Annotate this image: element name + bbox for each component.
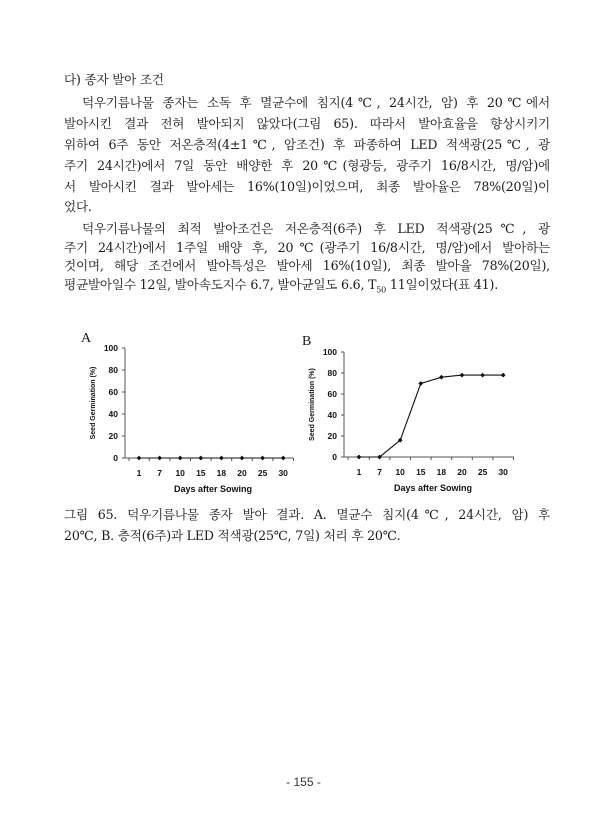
panel-label-a: A [81,331,92,346]
y-tick-label: 40 [108,409,118,419]
y-tick-label: 20 [327,431,337,441]
t50-subscript: 50 [376,285,387,295]
x-tick-label: 20 [237,468,247,478]
x-tick-label: 18 [436,467,447,477]
x-tick-label: 30 [278,468,288,478]
x-tick-label: 20 [457,467,467,477]
section-heading: 다) 종자 발아 조건 [64,72,164,87]
x-tick-label: 10 [395,467,405,477]
x-tick-label: 25 [257,468,268,478]
x-tick-label: 1 [136,468,142,478]
paragraph2-line: 것이며, 해당 조건에서 발아특성은 발아세 16%(10일), 최종 발아율 78%(20일), [64,258,550,273]
x-tick-label: 7 [377,467,382,477]
paragraph1-line: 발아시킨 결과 전혀 발아되지 않았다(그림 65). 따라서 발아효율을 향상시키기 [64,116,550,131]
x-axis-label: Days after Sowing [393,483,473,493]
figure-caption-line: 그림 65. 덕우기름나물 종자 발아 결과. A. 멸균수 침지(4℃, 24시간, 암) 후 [64,507,550,522]
page-number: - 155 - [286,775,321,789]
x-tick-label: 30 [498,467,508,477]
paragraph2-line: 주기 24시간)에서 1주일 배양 후, 20℃(광주기 16/8시간, 명/암)에서 발아하는 [64,240,550,255]
y-tick-label: 20 [108,431,118,441]
y-tick-label: 60 [108,387,118,397]
data-point-marker [418,381,423,386]
x-tick-label: 1 [356,467,362,477]
y-tick-label: 80 [108,365,118,375]
y-axis-label: Seed Germination (%) [309,368,316,441]
y-tick-label: 0 [332,452,337,462]
paragraph2-last-text: 평균발아일수 12일, 발아속도지수 6.7, 발아균일도 6.6, T [64,277,377,292]
figure-caption-line: 20℃, B. 층적(6주)과 LED 적색광(25℃, 7일) 처리 후 20℃. [64,528,401,543]
paragraph1-line: 주기 24시간)에서 7일 동안 배양한 후 20℃(형광등, 광주기 16/8시간, 명/암)에 [64,158,550,173]
paragraph1-line: 위하여 6주 동안 저온층적(4±1℃, 암조건) 후 파종하여 LED 적색광(25℃, 광 [64,137,550,152]
data-point-marker [439,375,444,380]
y-axis-label: Seed Germination (%) [90,366,97,440]
data-point-marker [501,373,506,378]
x-axis-label: Days after Sowing [173,484,253,494]
x-tick-label: 10 [175,468,185,478]
paragraph1-line: 서 발아시킨 결과 발아세는 16%(10일)이었으며, 최종 발아율은 78%(20일)이 [64,179,550,194]
x-tick-label: 15 [416,467,426,477]
data-point-marker [460,373,465,378]
x-tick-label: 15 [196,468,206,478]
paragraph1-line: 덕우기름나물 종자는 소독 후 멸균수에 침지(4℃, 24시간, 암) 후 20℃에서 [82,95,550,110]
y-tick-label: 100 [103,343,118,353]
series-line [359,375,503,457]
x-tick-label: 7 [157,468,162,478]
x-tick-label: 25 [477,467,488,477]
paragraph1-line: 었다. [64,199,92,214]
paragraph2-last-text-end: 11일이었다(표 41). [386,277,498,292]
x-tick-label: 18 [216,468,227,478]
data-point-marker [480,373,485,378]
paragraph2-line: 덕우기름나물의 최적 발아조건은 저온층적(6주) 후 LED 적색광(25℃, 광 [82,221,550,236]
y-tick-label: 60 [327,389,337,399]
y-tick-label: 80 [327,368,337,378]
panel-label-b: B [302,334,312,349]
y-tick-label: 100 [322,347,337,357]
y-tick-label: 0 [113,453,118,463]
y-tick-label: 40 [327,410,337,420]
data-point-marker [357,455,362,460]
